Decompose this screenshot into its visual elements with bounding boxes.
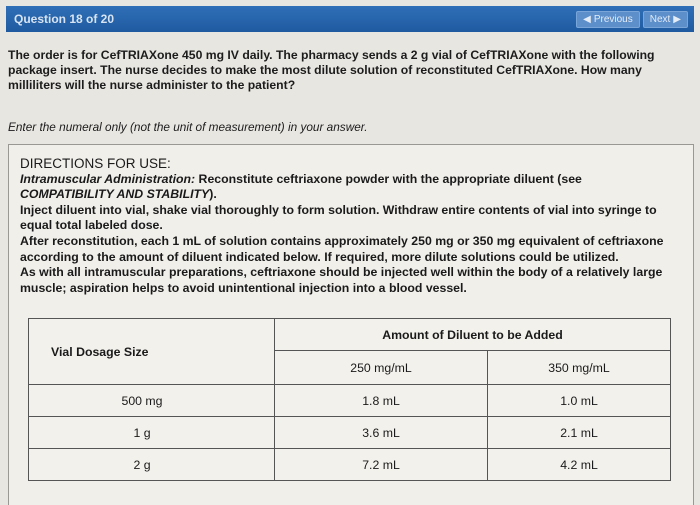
compat-end: ). xyxy=(209,187,217,202)
col-250-header: 250 mg/mL xyxy=(275,351,488,385)
previous-label: Previous xyxy=(593,13,633,25)
table-row xyxy=(29,449,671,481)
im-text: Reconstitute ceftriaxone powder with the appropriate diluent (see xyxy=(195,171,582,186)
answer-instruction: Enter the numeral only (not the unit of measurement) in your answer. xyxy=(8,120,368,134)
directions-line-4: As with all intramuscular preparations, ceftriaxone should be injected well within the body of a relatively large muscle; aspiration helps to avoid unintentional injection into a blood vessel. xyxy=(20,265,663,295)
question-text: The order is for CefTRIAXone 450 mg IV daily. The pharmacy sends a 2 g vial of CefTRIAXone with the following package insert. The nurse decides to make the most dilute solution of reconstituted CefTRIAXone. How many milliliters will the nurse administer to the patient? xyxy=(8,48,655,92)
diluent-350: 1.0 mL xyxy=(488,385,671,417)
diluent-250: 1.8 mL xyxy=(275,385,488,417)
diluent-table xyxy=(28,318,671,481)
diluent-350: 4.2 mL xyxy=(488,449,671,481)
im-label: Intramuscular Administration: xyxy=(20,171,196,186)
next-label: Next xyxy=(649,13,671,25)
question-nav xyxy=(576,11,688,28)
package-insert-directions xyxy=(20,156,690,296)
next-button[interactable] xyxy=(643,11,688,28)
directions-title: DIRECTIONS FOR USE: xyxy=(20,156,171,171)
diluent-amount-header: Amount of Diluent to be Added xyxy=(275,319,671,351)
table-row xyxy=(29,385,671,417)
compat-label: COMPATIBILITY AND STABILITY xyxy=(20,187,210,202)
diluent-250: 3.6 mL xyxy=(275,417,488,449)
chevron-right-icon: ▶ xyxy=(673,13,681,25)
col-350-header: 350 mg/mL xyxy=(488,351,671,385)
im-administration xyxy=(20,172,690,203)
diluent-350: 2.1 mL xyxy=(488,417,671,449)
chevron-left-icon: ◀ xyxy=(583,13,591,25)
directions-line-3: After reconstitution, each 1 mL of solution contains approximately 250 mg or 350 mg equivalent of ceftriaxone according to the amount of diluent indicated below. If required, more dilute solutions could be utilized. xyxy=(20,233,664,264)
vial-size: 1 g xyxy=(29,417,275,449)
vial-size: 500 mg xyxy=(29,385,275,417)
diluent-250: 7.2 mL xyxy=(275,449,488,481)
question-header xyxy=(6,6,694,32)
question-number: Question 18 of 20 xyxy=(14,12,115,26)
previous-button[interactable] xyxy=(576,11,640,28)
vial-size: 2 g xyxy=(29,449,275,481)
vial-dosage-size-header: Vial Dosage Size xyxy=(29,319,275,385)
table-row xyxy=(29,417,671,449)
directions-line-2: Inject diluent into vial, shake vial thoroughly to form solution. Withdraw entire contents of vial into syringe to equal total labeled dose. xyxy=(20,202,657,233)
